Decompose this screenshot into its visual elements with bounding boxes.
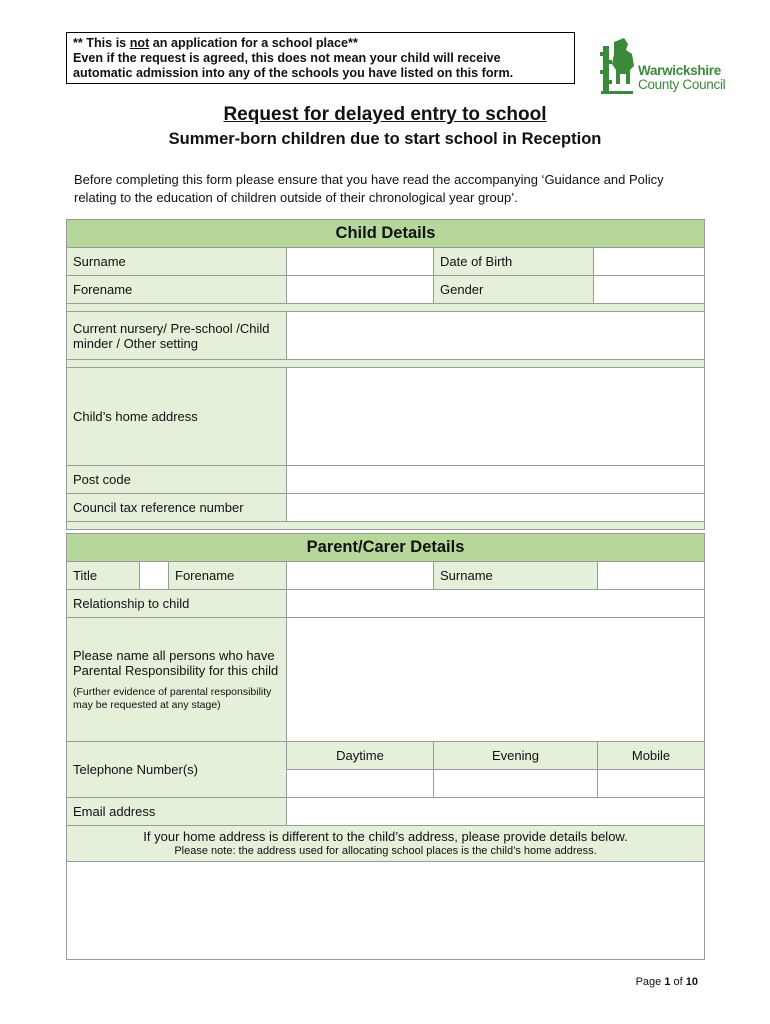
relationship-label: Relationship to child	[67, 590, 287, 618]
home-address-field[interactable]	[287, 368, 705, 466]
form-subtitle: Summer-born children due to start school in Reception	[168, 130, 602, 148]
child-surname-field[interactable]	[287, 248, 434, 276]
logo-line-1: Warwickshire	[638, 63, 721, 78]
parent-details-header: Parent/Carer Details	[67, 534, 705, 562]
spacer-row	[67, 360, 705, 368]
notice-text: an application for a school place**	[149, 36, 358, 50]
daytime-label: Daytime	[287, 742, 434, 770]
page-current: 1	[664, 976, 671, 988]
notice-emphasis: not	[129, 36, 150, 50]
nursery-label: Current nursery/ Pre-school /Child minder / Other setting	[67, 312, 287, 360]
child-dob-field[interactable]	[594, 248, 705, 276]
not-an-application-notice	[66, 32, 575, 84]
relationship-field[interactable]	[287, 590, 705, 618]
page-number	[636, 976, 698, 988]
child-forename-field[interactable]	[287, 276, 434, 304]
parental-responsibility-field[interactable]	[287, 618, 705, 742]
warwickshire-logo	[598, 36, 738, 96]
parent-forename-label: Forename	[169, 562, 287, 590]
evening-label: Evening	[434, 742, 598, 770]
email-label: Email address	[67, 798, 287, 826]
parental-responsibility-label	[67, 618, 287, 742]
notice-text: ** This is	[73, 36, 130, 50]
different-address-instructions	[67, 826, 705, 862]
parent-address-field[interactable]	[67, 862, 705, 960]
parent-surname-label: Surname	[434, 562, 598, 590]
parental-responsibility-note: (Further evidence of parental responsibility may be requested at any stage)	[73, 685, 272, 711]
bear-and-ragged-staff-icon	[598, 36, 638, 96]
surname-label: Surname	[67, 248, 287, 276]
notice-text: Even if the request is agreed, this does not mean your child will receive	[73, 51, 501, 65]
notice-text: automatic admission into any of the schools you have listed on this form.	[73, 66, 514, 80]
child-gender-field[interactable]	[594, 276, 705, 304]
dob-label: Date of Birth	[434, 248, 594, 276]
telephone-label: Telephone Number(s)	[67, 742, 287, 798]
email-field[interactable]	[287, 798, 705, 826]
postcode-label: Post code	[67, 466, 287, 494]
intro-paragraph: Before completing this form please ensure that you have read the accompanying ‘Guidance and Policy relating to the education of children outside of their chronological year group’.	[74, 172, 664, 205]
postcode-field[interactable]	[287, 466, 705, 494]
child-details-header: Child Details	[67, 220, 705, 248]
form-title: Request for delayed entry to school	[223, 104, 547, 125]
page-prefix: Page	[635, 976, 665, 988]
title-field[interactable]	[140, 562, 169, 590]
mobile-label: Mobile	[598, 742, 705, 770]
daytime-phone-field[interactable]	[287, 770, 434, 798]
different-address-text: If your home address is different to the child’s address, please provide details below.	[143, 828, 628, 844]
forename-label: Forename	[67, 276, 287, 304]
parent-surname-field[interactable]	[598, 562, 705, 590]
parental-responsibility-text: Please name all persons who have Parental Responsibility for this child	[73, 647, 279, 678]
parent-forename-field[interactable]	[287, 562, 434, 590]
logo-line-2: County Council	[638, 77, 726, 92]
gender-label: Gender	[434, 276, 594, 304]
different-address-note: Please note: the address used for allocating school places is the child’s home address.	[174, 844, 597, 857]
child-details-table	[66, 219, 705, 530]
title-label: Title	[67, 562, 140, 590]
home-address-label: Child’s home address	[67, 368, 287, 466]
page-of: of	[670, 976, 686, 988]
mobile-phone-field[interactable]	[598, 770, 705, 798]
parent-details-table	[66, 533, 705, 960]
council-tax-field[interactable]	[287, 494, 705, 522]
spacer-row	[67, 304, 705, 312]
nursery-field[interactable]	[287, 312, 705, 360]
evening-phone-field[interactable]	[434, 770, 598, 798]
page-total: 10	[685, 976, 698, 988]
logo-wordmark	[638, 64, 725, 92]
council-tax-label: Council tax reference number	[67, 494, 287, 522]
spacer-row	[67, 522, 705, 530]
